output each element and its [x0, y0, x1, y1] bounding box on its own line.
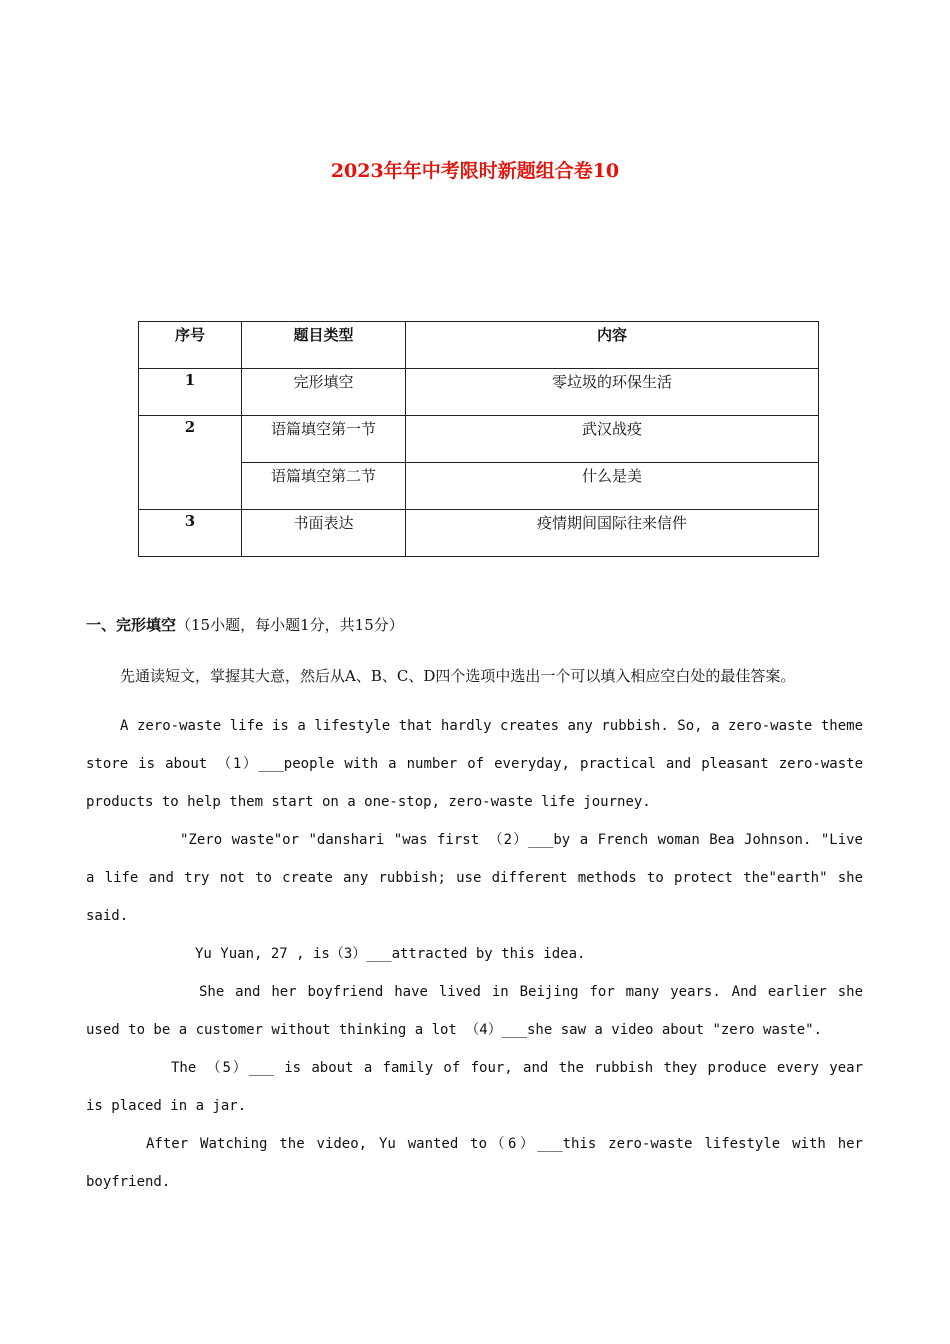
text-line: The （5）___ is about a family of four, and the rubbish they produce every year	[171, 1060, 863, 1076]
table-header-row	[139, 322, 819, 369]
row-type: 书面表达	[242, 510, 406, 557]
text-line: "Zero waste"or "danshari "was first （2）___by a French woman Bea Johnson. "Live	[180, 832, 863, 848]
table-row	[139, 510, 819, 557]
text-line: boyfriend.	[86, 1174, 171, 1190]
row-number: 1	[139, 369, 242, 416]
paragraph-5	[86, 1049, 863, 1125]
header-content: 内容	[406, 322, 819, 369]
row-type: 语篇填空第二节	[242, 463, 406, 510]
text-line: Yu Yuan, 27 , is（3）___attracted by this idea.	[195, 946, 586, 962]
paragraph-6	[86, 1125, 863, 1201]
section-note: （15小题，每小题1分，共15分）	[176, 616, 404, 634]
header-number: 序号	[139, 322, 242, 369]
text-line: a life and try not to create any rubbish; use different methods to protect the"earth" she	[86, 870, 863, 886]
section-heading	[86, 614, 404, 635]
row-content: 零垃圾的环保生活	[406, 369, 819, 416]
section-title: 一、完形填空	[86, 616, 177, 634]
text-line: used to be a customer without thinking a lot （4）___she saw a video about "zero waste".	[86, 1022, 823, 1038]
contents-table	[138, 321, 819, 557]
text-line: store is about （1）___people with a number of everyday, practical and pleasant zero-waste	[86, 756, 863, 772]
row-content: 什么是美	[406, 463, 819, 510]
text-line: After Watching the video, Yu wanted to（6）___this zero-waste lifestyle with her	[146, 1136, 863, 1152]
text-line: said.	[86, 908, 129, 924]
text-line: is placed in a jar.	[86, 1098, 247, 1114]
row-type: 完形填空	[242, 369, 406, 416]
paragraph-3	[86, 935, 863, 973]
document-title: 2023年年中考限时新题组合卷10	[330, 160, 620, 182]
instruction-text: 先通读短文，掌握其大意，然后从A、B、C、D四个选项中选出一个可以填入相应空白处的最佳答案。	[120, 667, 796, 685]
header-type: 题目类型	[242, 322, 406, 369]
row-content: 疫情期间国际往来信件	[406, 510, 819, 557]
row-type: 语篇填空第一节	[242, 416, 406, 463]
table-row	[139, 369, 819, 416]
row-number: 3	[139, 510, 242, 557]
paragraph-2	[86, 821, 863, 935]
row-number: 2	[139, 416, 242, 510]
paragraph-1	[86, 707, 863, 821]
row-content: 武汉战疫	[406, 416, 819, 463]
text-line: She and her boyfriend have lived in Beijing for many years. And earlier she	[199, 984, 863, 1000]
text-line: A zero-waste life is a lifestyle that hardly creates any rubbish. So, a zero-waste theme	[120, 718, 863, 734]
table-row	[139, 416, 819, 463]
paragraph-4	[86, 973, 863, 1049]
text-line: products to help them start on a one-stop, zero-waste life journey.	[86, 794, 651, 810]
